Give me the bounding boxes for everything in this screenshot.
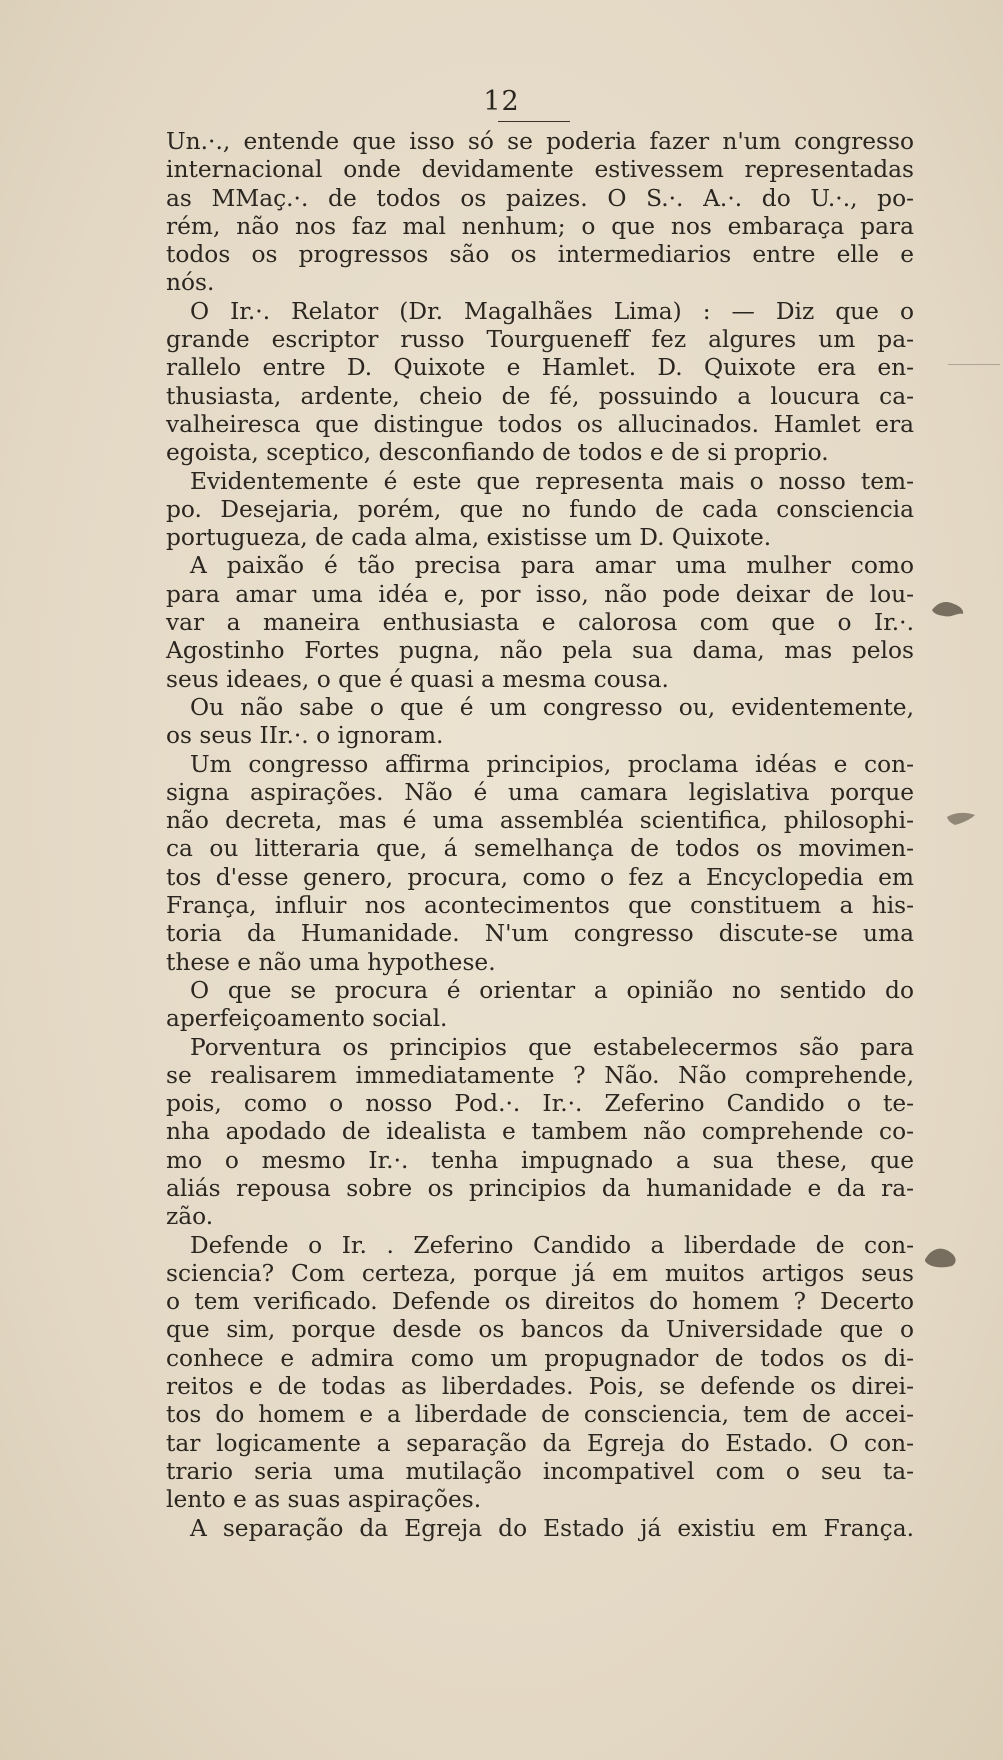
text-line: A separação da Egreja do Estado já existiu em França. [190, 1514, 914, 1542]
text-line: nós. [166, 269, 215, 297]
text-line: valheiresca que distingue todos os allucinados. Hamlet era [166, 410, 914, 438]
text-line: thusiasta, ardente, cheio de fé, possuindo a loucura ca- [166, 382, 914, 410]
text-line: lento e as suas aspirações. [166, 1486, 482, 1514]
text-line: conhece e admira como um propugnador de todos os di- [166, 1344, 914, 1372]
text-line: toria da Humanidade. N'um congresso discute-se uma [166, 920, 914, 948]
text-line: tos d'esse genero, procura, como o fez a Encyclopedia em [166, 863, 914, 891]
text-line: para amar uma idéa e, por isso, não pode deixar de lou- [166, 580, 914, 608]
text-line: sciencia? Com certeza, porque já em muitos artigos seus [166, 1259, 914, 1287]
margin-ink-blot [930, 596, 966, 622]
text-line: Agostinho Fortes pugna, não pela sua dama, mas pelos [166, 637, 914, 665]
page-number: 12 [483, 86, 520, 117]
text-line: trario seria uma mutilação incompativel com o seu ta- [166, 1457, 914, 1485]
margin-pencil-mark [948, 364, 1000, 365]
text-line: aperfeiçoamento social. [166, 1005, 448, 1033]
text-line: todos os progressos são os intermediarios entre elle e [166, 241, 914, 269]
text-line: nha apodado de idealista e tambem não comprehende co- [166, 1118, 914, 1146]
text-line: po. Desejaria, porém, que no fundo de cada consciencia [166, 495, 914, 523]
text-line: egoista, sceptico, desconfiando de todos e de si proprio. [166, 439, 829, 467]
text-line: portugueza, de cada alma, existisse um D. Quixote. [166, 524, 772, 552]
text-line: reitos e de todas as liberdades. Pois, se defende os direi- [166, 1373, 914, 1401]
text-line: Un.·., entende que isso só se poderia fazer n'um congresso [166, 128, 914, 155]
text-line: os seus IIr.·. o ignoram. [166, 722, 444, 750]
text-line: se realisarem immediatamente ? Não. Não comprehende, [166, 1061, 914, 1089]
text-line: que sim, porque desde os bancos da Universidade que o [166, 1316, 914, 1344]
body-text [166, 128, 914, 1543]
text-line: rallelo entre D. Quixote e Hamlet. D. Quixote era en- [166, 354, 914, 382]
margin-ink-blot [943, 807, 979, 833]
text-line: Ou não sabe o que é um congresso ou, evidentemente, [190, 693, 914, 721]
margin-ink-blot [920, 1242, 962, 1272]
text-line: O Ir.·. Relator (Dr. Magalhães Lima) : — Diz que o [190, 297, 914, 325]
text-line: var a maneira enthusiasta e calorosa com que o Ir.·. [166, 609, 914, 637]
text-line: aliás repousa sobre os principios da humanidade e da ra- [166, 1174, 914, 1202]
text-line: O que se procura é orientar a opinião no sentido do [190, 976, 914, 1004]
text-line: A paixão é tão precisa para amar uma mulher como [190, 552, 914, 580]
text-line: pois, como o nosso Pod.·. Ir.·. Zeferino Candido o te- [166, 1090, 914, 1118]
text-line: these e não uma hypothese. [166, 948, 496, 976]
text-line: signa aspirações. Não é uma camara legislativa porque [166, 778, 914, 806]
text-line: Evidentemente é este que representa mais o nosso tem- [190, 467, 914, 495]
text-line: tar logicamente a separação da Egreja do Estado. O con- [166, 1429, 914, 1457]
text-line: França, influir nos acontecimentos que constituem a his- [166, 892, 914, 920]
text-line: Defende o Ir. . Zeferino Candido a liberdade de con- [190, 1231, 914, 1259]
text-line: zão. [166, 1203, 214, 1231]
text-line: ca ou litteraria que, á semelhança de todos os movimen- [166, 835, 914, 863]
text-line: tos do homem e a liberdade de consciencia, tem de accei- [166, 1401, 914, 1429]
page-number-rule [498, 121, 570, 122]
text-line: internacional onde devidamente estivessem representadas [166, 156, 914, 184]
text-line: seus ideaes, o que é quasi a mesma cousa. [166, 665, 669, 693]
text-line: mo o mesmo Ir.·. tenha impugnado a sua these, que [166, 1146, 914, 1174]
text-line: Porventura os principios que estabelecermos são para [190, 1033, 914, 1061]
text-line: grande escriptor russo Tourgueneff fez algures um pa- [166, 326, 914, 354]
text-line: as MMaç.·. de todos os paizes. O S.·. A.·. do U.·., po- [166, 184, 914, 212]
text-line: não decreta, mas é uma assembléa scientifica, philosophi- [166, 807, 914, 835]
text-line: o tem verificado. Defende os direitos do homem ? Decerto [166, 1288, 914, 1316]
text-line: rém, não nos faz mal nenhum; o que nos embaraça para [166, 212, 914, 240]
text-line: Um congresso affirma principios, proclama idéas e con- [190, 750, 914, 778]
